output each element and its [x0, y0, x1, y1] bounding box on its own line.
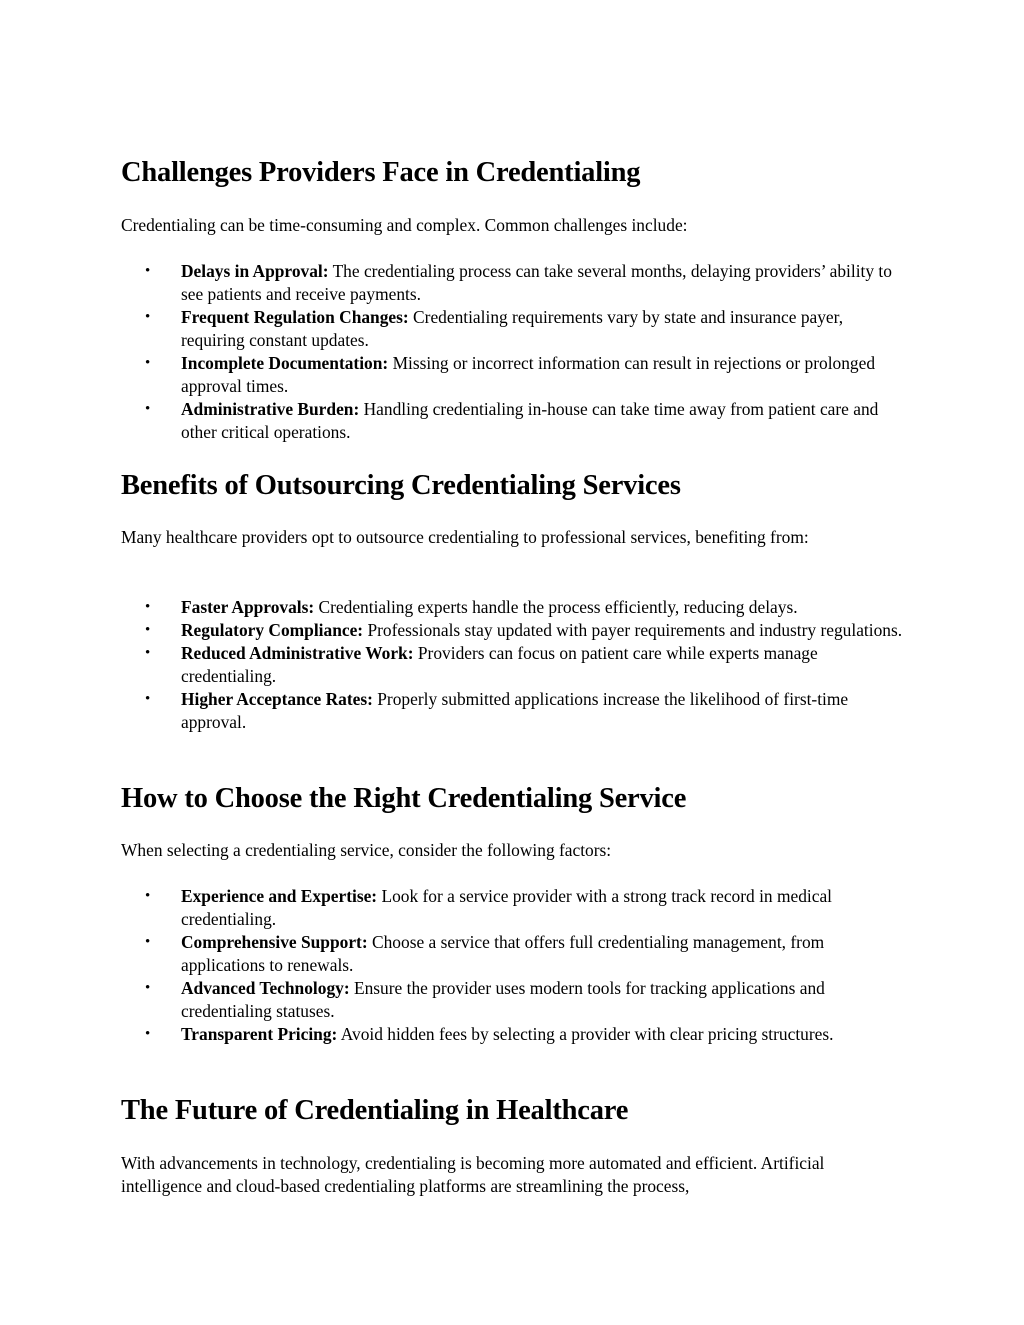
item-term: Reduced Administrative Work: [181, 643, 414, 663]
item-text: Ensure the provider uses modern tools for tracking applications and credentialing statuses. [181, 978, 825, 1021]
item-text: Credentialing experts handle the process efficiently, reducing delays. [314, 597, 798, 617]
challenges-list [121, 260, 911, 444]
bullet-icon: • [145, 401, 151, 417]
item-text: Missing or incorrect information can result in rejections or prolonged approval times. [181, 353, 876, 396]
item-term: Frequent Regulation Changes: [181, 307, 409, 327]
bullet-icon: • [145, 645, 151, 661]
list-item [121, 977, 911, 1023]
list-item [121, 642, 911, 688]
section-heading-future: The Future of Credentialing in Healthcare [121, 1095, 629, 1126]
bullet-icon: • [145, 309, 151, 325]
item-text: Credentialing requirements vary by state and insurance payer, requiring constant updates. [181, 307, 844, 350]
item-term: Incomplete Documentation: [181, 353, 389, 373]
benefits-list [121, 596, 911, 734]
list-item [121, 1023, 911, 1046]
bullet-icon: • [145, 599, 151, 615]
item-term: Advanced Technology: [181, 978, 350, 998]
item-term: Administrative Burden: [181, 399, 360, 419]
bullet-icon: • [145, 622, 151, 638]
list-item [121, 306, 911, 352]
item-text: Properly submitted applications increase the likelihood of first-time approval. [181, 689, 849, 732]
bullet-icon: • [145, 263, 151, 279]
item-text: Look for a service provider with a strong track record in medical credentialing. [181, 886, 832, 929]
bullet-icon: • [145, 888, 151, 904]
list-item [121, 398, 911, 444]
item-text: Choose a service that offers full credentialing management, from applications to renewals. [181, 932, 825, 975]
item-term: Higher Acceptance Rates: [181, 689, 373, 709]
list-item [121, 931, 911, 977]
bullet-icon: • [145, 1026, 151, 1042]
section-intro-choose-service: When selecting a credentialing service, consider the following factors: [121, 840, 612, 860]
item-term: Delays in Approval: [181, 261, 329, 281]
list-item [121, 352, 911, 398]
section-intro-benefits: Many healthcare providers opt to outsource credentialing to professional services, benefiting from: [121, 527, 809, 547]
list-item [121, 885, 911, 931]
section-intro-future: With advancements in technology, credentialing is becoming more automated and efficient. Artificial intelligence and cloud-based credentialing platforms are streamlining the process, [121, 1153, 825, 1196]
item-term: Transparent Pricing: [181, 1024, 338, 1044]
bullet-icon: • [145, 691, 151, 707]
list-item [121, 619, 911, 642]
item-term: Faster Approvals: [181, 597, 315, 617]
item-term: Regulatory Compliance: [181, 620, 364, 640]
item-term: Comprehensive Support: [181, 932, 368, 952]
item-text: Providers can focus on patient care while experts manage credentialing. [181, 643, 818, 686]
list-item [121, 596, 911, 619]
section-heading-choose-service: How to Choose the Right Credentialing Service [121, 783, 687, 814]
item-text: Handling credentialing in-house can take time away from patient care and other critical operations. [181, 399, 879, 442]
bullet-icon: • [145, 934, 151, 950]
item-text: Professionals stay updated with payer requirements and industry regulations. [363, 620, 903, 640]
factors-list [121, 885, 911, 1046]
item-text: The credentialing process can take several months, delaying providers’ ability to see patients and receive payments. [181, 261, 892, 304]
list-item [121, 260, 911, 306]
item-term: Experience and Expertise: [181, 886, 378, 906]
section-intro-challenges: Credentialing can be time-consuming and complex. Common challenges include: [121, 215, 688, 235]
bullet-icon: • [145, 980, 151, 996]
list-item [121, 688, 911, 734]
section-heading-benefits: Benefits of Outsourcing Credentialing Services [121, 470, 681, 501]
section-heading-challenges: Challenges Providers Face in Credentialing [121, 157, 641, 188]
item-text: Avoid hidden fees by selecting a provider with clear pricing structures. [337, 1024, 834, 1044]
bullet-icon: • [145, 355, 151, 371]
